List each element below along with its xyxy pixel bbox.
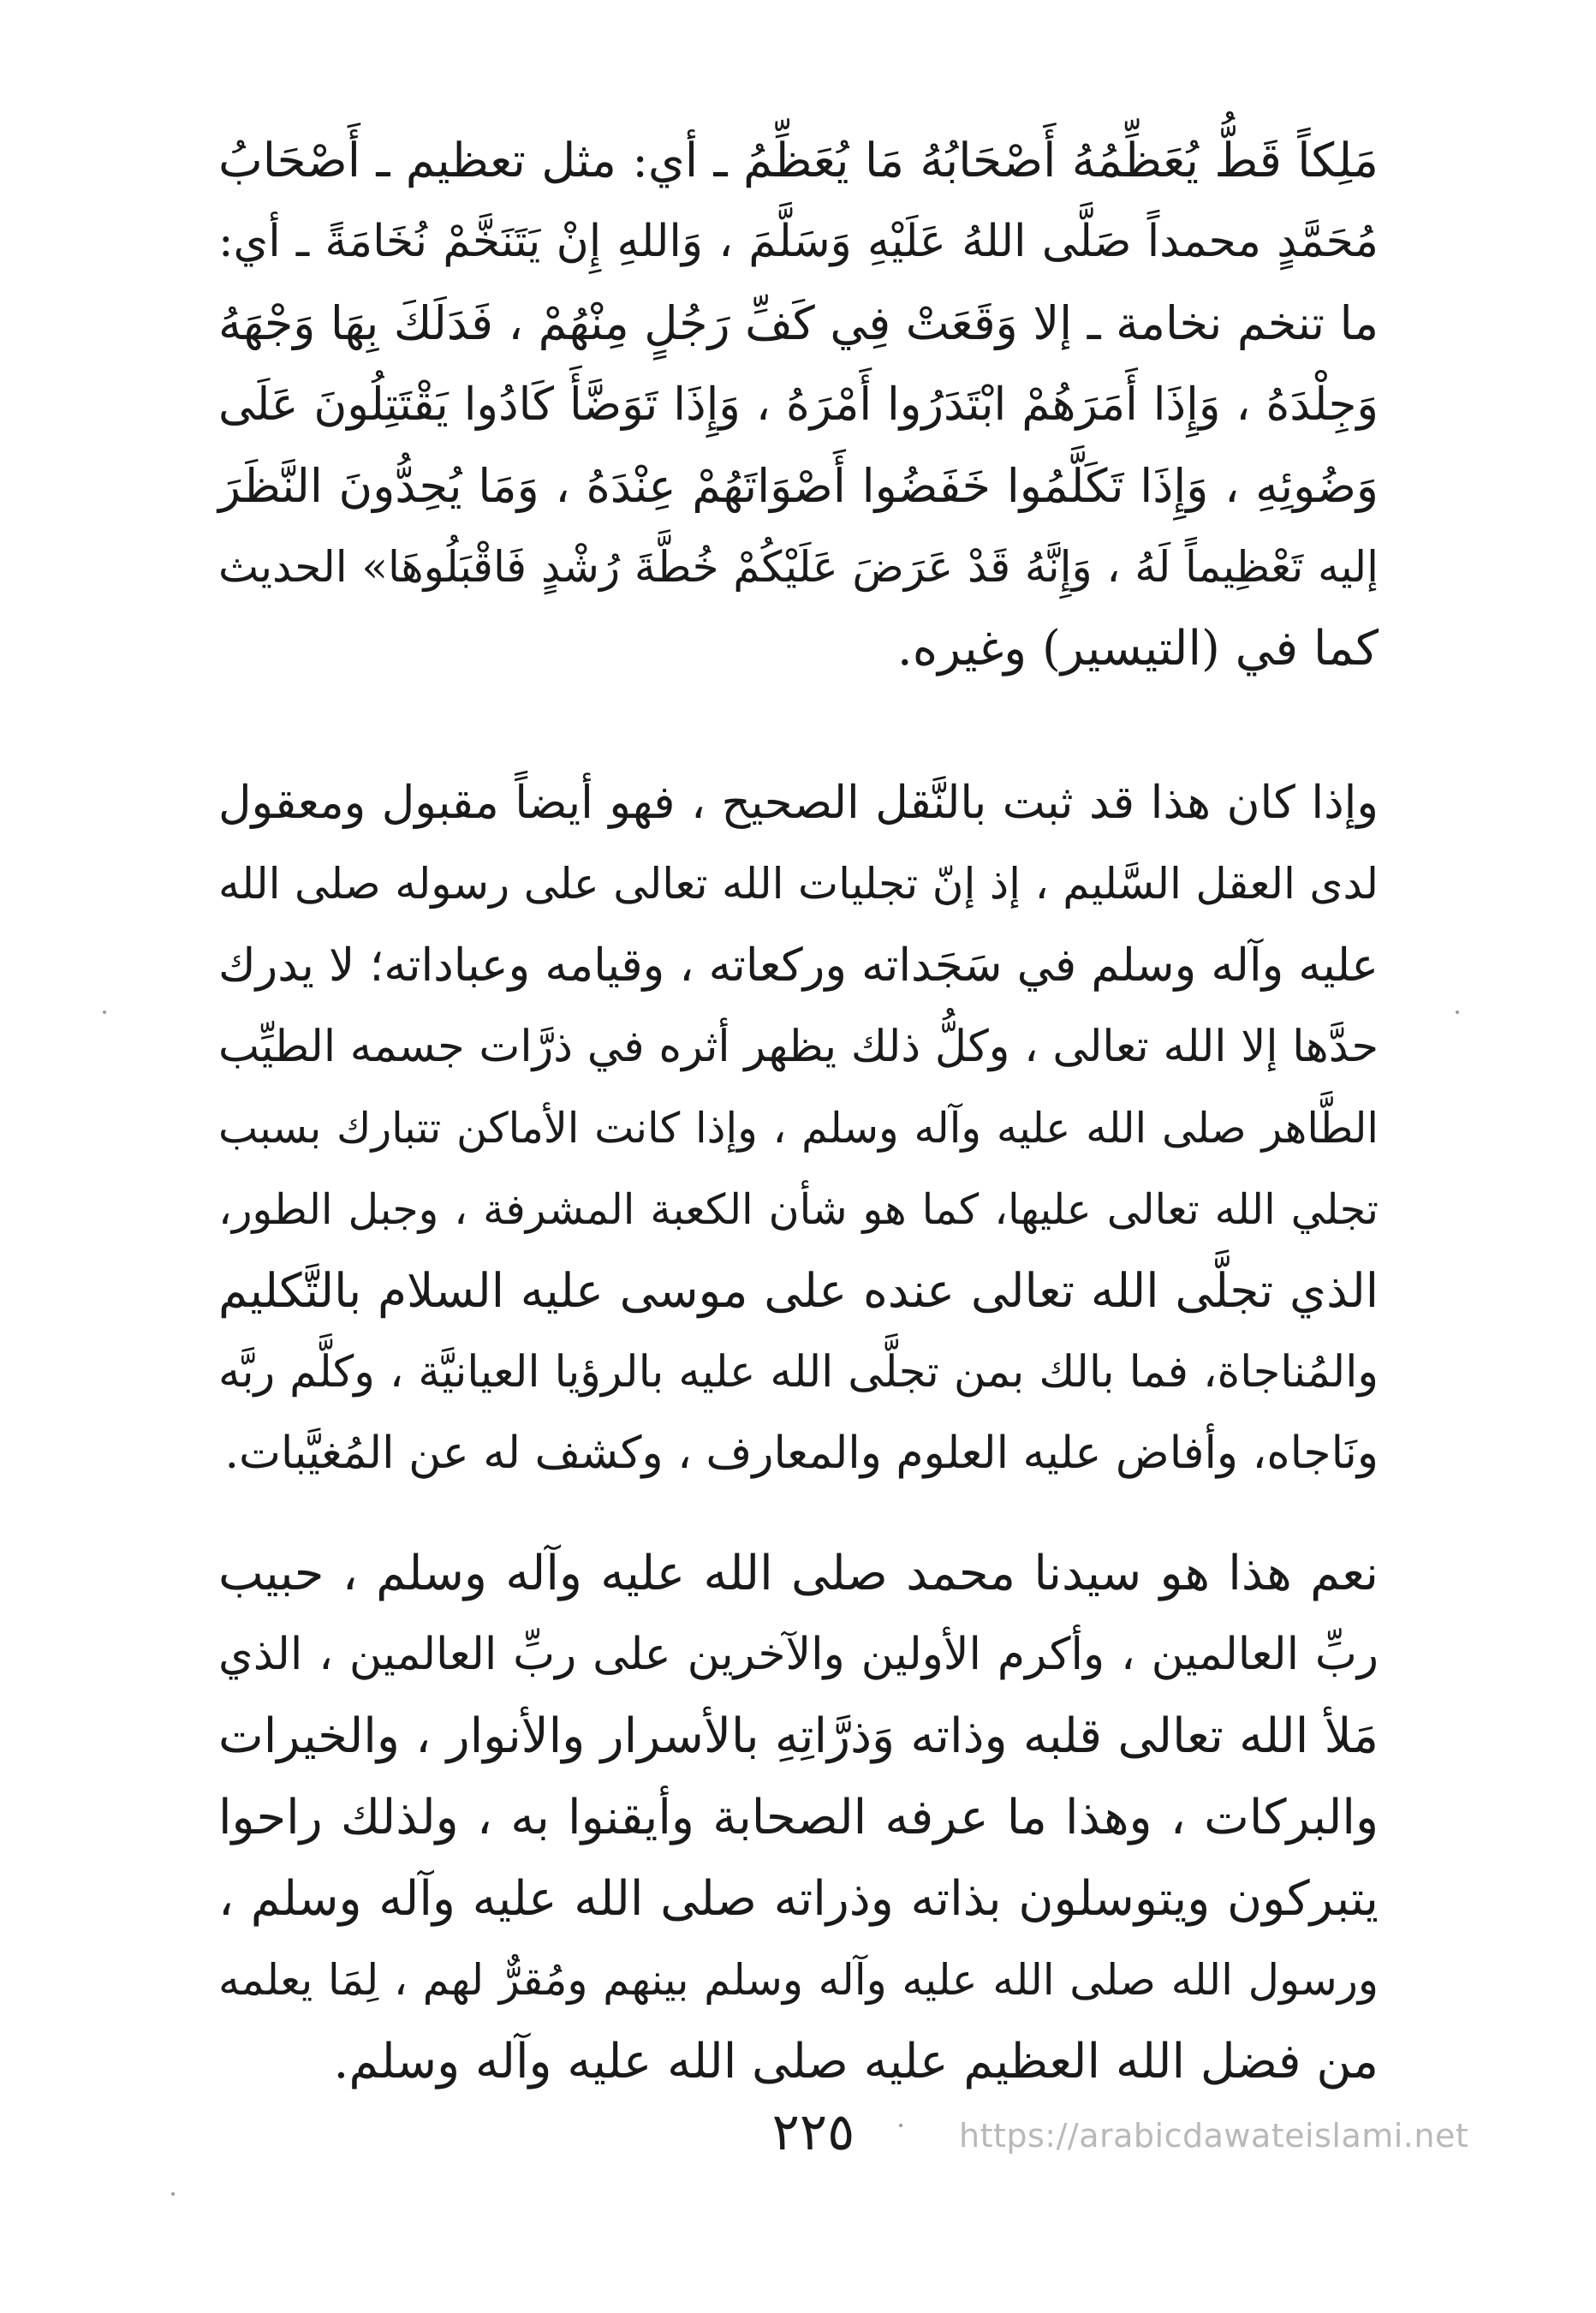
scan-speck — [103, 1010, 106, 1014]
text-line: نعم هذا هو سيدنا محمد صلى الله عليه وآله وسلم ، حبيب — [218, 1546, 1379, 1601]
text-line: تجلي الله تعالى عليها، كما هو شأن الكعبة المشرفة ، وجبل الطور، — [218, 1185, 1379, 1234]
text-line: ما تنخم نخامة ـ إلا وَقَعَتْ فِي كَفِّ رَجُلٍ مِنْهُمْ ، فَدَلَكَ بِهَا وَجْهَهُ — [218, 296, 1379, 350]
hadith-quote-block — [218, 120, 1379, 689]
scan-speck — [171, 2192, 175, 2196]
text-line: مَلِكاً قَطُّ يُعَظِّمُهُ أَصْحَابُهُ مَا يُعَظِّمُ ـ أي: مثل تعظيم ـ أَصْحَابُ — [218, 133, 1379, 188]
text-line: إليه تَعْظِيماً لَهُ ، وَإِنَّهُ قَدْ عَرَضَ عَلَيْكُمْ خُطَّةَ رُشْدٍ فَاقْبَلُوهَا» الحديث — [218, 542, 1379, 592]
text-line: ربِّ العالمين ، وأكرم الأولين والآخرين على ربِّ العالمين ، الذي — [218, 1629, 1379, 1680]
paragraph-1 — [218, 762, 1379, 1494]
scan-speck — [1456, 1010, 1459, 1014]
scan-speck — [899, 2124, 902, 2127]
text-line: ورسول الله صلى الله عليه وآله وسلم بينهم ومُقرٌّ لهم ، لِمَا يعلمه — [218, 1955, 1379, 2005]
text-line: وإذا كان هذا قد ثبت بالنَّقل الصحيح ، فهو أيضاً مقبول ومعقول — [218, 777, 1379, 829]
page-number: ٢٢٥ — [771, 2102, 855, 2162]
text-line: لدى العقل السَّليم ، إذ إنّ تجليات الله تعالى على رسوله صلى الله — [218, 859, 1379, 909]
text-line: والبركات ، وهذا ما عرفه الصحابة وأيقنوا به ، ولذلك راحوا — [218, 1790, 1379, 1845]
text-line: من فضل الله العظيم عليه صلى الله عليه وآله وسلم. — [333, 2034, 1379, 2089]
text-line: الذي تجلَّى الله تعالى عنده على موسى عليه السلام بالتَّكليم — [218, 1263, 1379, 1318]
text-line: حدَّها إلا الله تعالى ، وكلُّ ذلك يظهر أثره في ذرَّات جسمه الطيِّب — [218, 1022, 1379, 1072]
text-line: كما في (التيسير) وغيره. — [896, 621, 1379, 677]
text-line: الطَّاهر صلى الله عليه وآله وسلم ، وإذا كانت الأماكن تتبارك بسبب — [218, 1104, 1379, 1153]
watermark-url: https://arabicdawateislami.net — [959, 2117, 1469, 2155]
text-line: مَلأ الله تعالى قلبه وذاته وَذرَّاتِهِ بالأسرار والأنوار ، والخيرات — [218, 1708, 1379, 1764]
text-line: يتبركون ويتوسلون بذاته وذراته صلى الله عليه وآله وسلم ، — [218, 1871, 1379, 1927]
text-line: والمُناجاة، فما بالك بمن تجلَّى الله عليه بالرؤيا العيانيَّة ، وكلَّم ربَّه — [218, 1347, 1379, 1398]
text-line: مُحَمَّدٍ محمداً صَلَّى اللهُ عَلَيْهِ وَسَلَّمَ ، وَاللهِ إِنْ يَتَنَخَّمْ نُخَامَةً ـ أي: — [218, 216, 1379, 267]
paragraph-2 — [218, 1533, 1379, 2102]
text-line: وَضُوئِهِ ، وَإِذَا تَكَلَّمُوا خَفَضُوا أَصْوَاتَهُمْ عِنْدَهُ ، وَمَا يُحِدُّونَ النَّظَرَ — [218, 459, 1379, 513]
text-line: ونَاجاه، وأفاض عليه العلوم والمعارف ، وكشف له عن المُغيَّبات. — [224, 1428, 1379, 1479]
text-line: وَجِلْدَهُ ، وَإِذَا أَمَرَهُمْ ابْتَدَرُوا أَمْرَهُ ، وَإِذَا تَوَضَّأَ كَادُوا يَقْتَتِلُونَ عَلَى — [218, 379, 1379, 431]
text-line: عليه وآله وسلم في سَجَداته وركعاته ، وقيامه وعباداته؛ لا يدرك — [218, 939, 1379, 992]
